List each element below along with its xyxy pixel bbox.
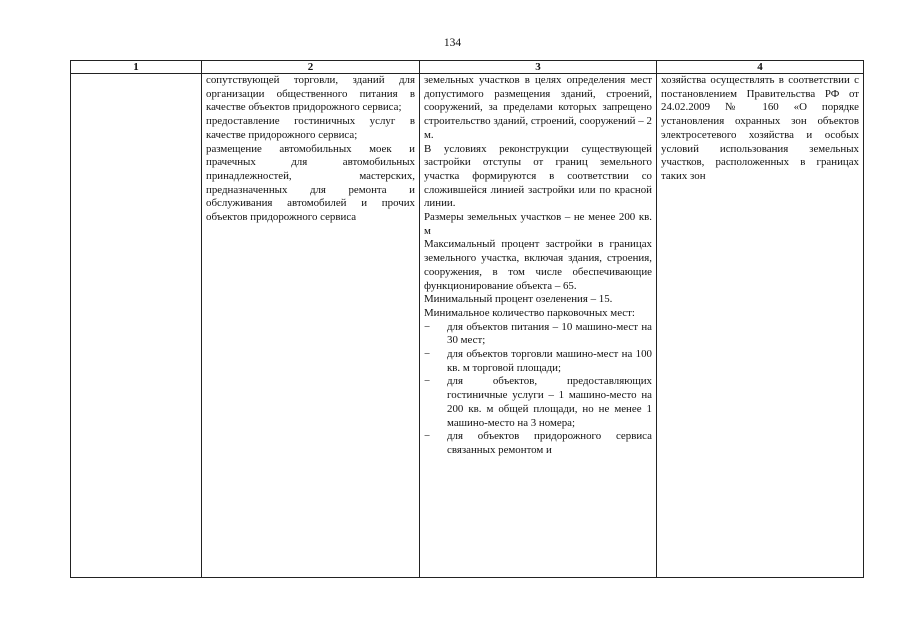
list-item [424, 348, 652, 375]
column-header-1: 1 [71, 61, 202, 74]
col3-paragraph: Минимальное количество парковочных мест: [424, 306, 635, 319]
list-item-text: для объектов питания – 10 машино-мест на 30 мест; [447, 320, 652, 347]
page-number: 134 [443, 37, 462, 49]
dash-marker: − [424, 430, 431, 443]
column-header-2: 2 [202, 61, 420, 74]
parking-list [424, 321, 652, 458]
col3-paragraph: В условиях реконструкции существующей застройки отступы от границ земельного участка формируются в соответствии со сложившейся линией застройки или по красной линии. [424, 142, 652, 210]
col2-paragraph: предоставление гостиничных услуг в качестве придорожного сервиса; [206, 115, 415, 141]
table-header-row [71, 61, 864, 74]
col3-paragraph: Размеры земельных участков – не менее 200 кв. м [424, 211, 652, 237]
cell-col3 [420, 74, 657, 578]
list-item [424, 321, 652, 348]
list-item [424, 430, 652, 457]
list-item-text: для объектов торговли машино-мест на 100 кв. м торговой площади; [447, 348, 652, 374]
list-item-text: для объектов, предоставляющих гостиничные услуги – 1 машино-место на 200 кв. м общей площади, но не менее 1 машино-место на 3 номера; [447, 375, 652, 429]
col2-paragraph: размещение автомобильных моек и прачечных для автомобильных принадлежностей, мастерских, предназначенных для ремонта и обслуживания автомобилей и прочих объектов придорожного сервиса [206, 142, 415, 224]
column-header-4: 4 [657, 61, 864, 74]
dash-marker: − [424, 348, 431, 361]
column-header-3: 3 [420, 61, 657, 74]
regulations-table [70, 60, 864, 578]
list-item [424, 375, 652, 430]
dash-marker: − [424, 320, 431, 333]
col3-paragraph: земельных участков в целях определения мест допустимого размещения зданий, строений, сооружений, за пределами которых запрещено строительство зданий, строений, сооружений – 2 м. [424, 74, 652, 141]
col2-paragraph: сопутствующей торговли, зданий для организации общественного питания в качестве объектов придорожного сервиса; [206, 74, 415, 114]
col4-paragraph: хозяйства осуществлять в соответствии с постановлением Правительства РФ от 24.02.2009 № 160 «О порядке установления охранных зон объектов электросетевого хозяйства и особых условий использования земельных участков, расположенных в границах таких зон [661, 74, 859, 182]
list-item-text: для объектов придорожного сервиса связанных ремонтом и [447, 430, 652, 456]
dash-marker: − [424, 375, 431, 388]
cell-col4 [657, 74, 864, 578]
cell-col2 [202, 74, 420, 578]
table-row [71, 74, 864, 578]
col3-paragraph: Максимальный процент застройки в границах земельного участка, включая здания, строения, сооружения, в том числе обеспечивающие функционирование объекта – 65. [424, 238, 652, 292]
col3-paragraph: Минимальный процент озеленения – 15. [424, 293, 613, 306]
cell-col1 [71, 74, 202, 578]
